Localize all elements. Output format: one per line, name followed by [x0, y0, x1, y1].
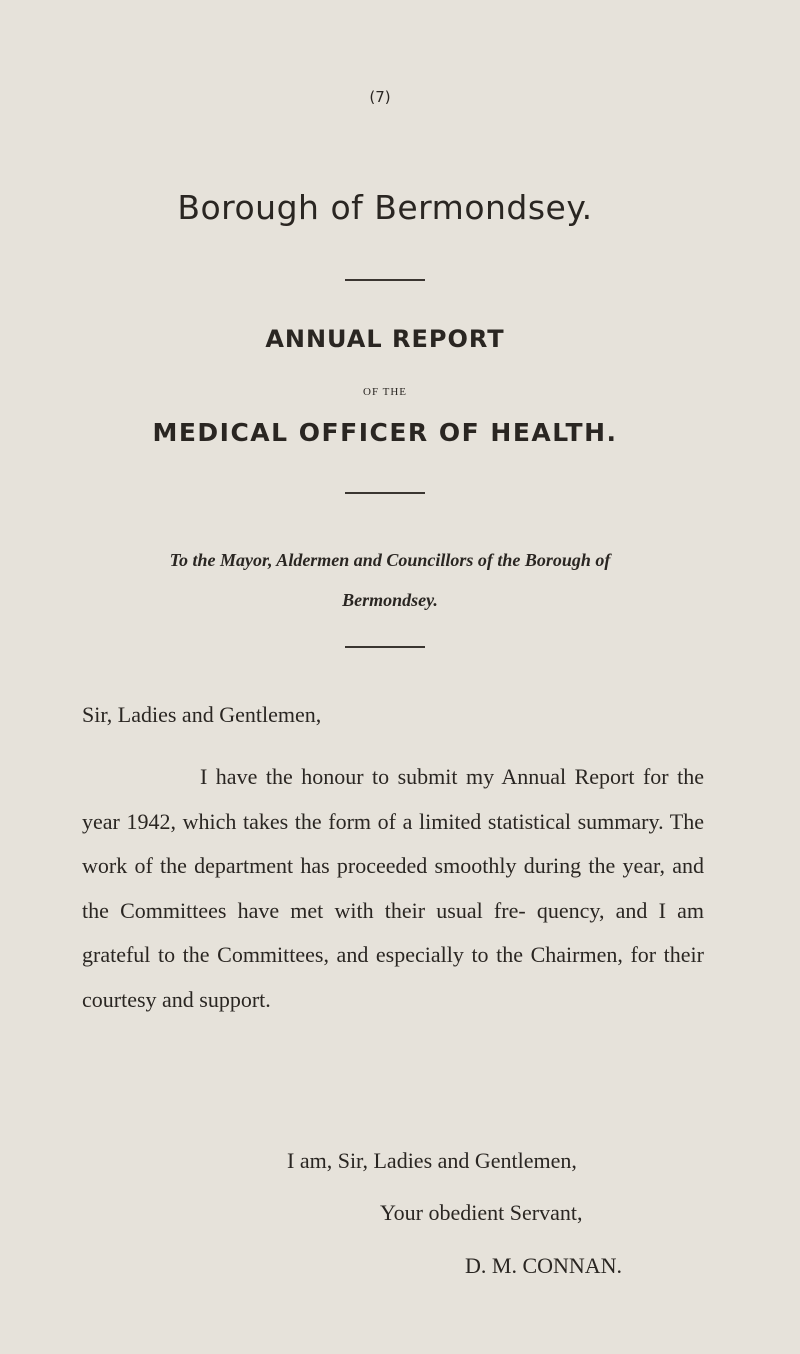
- closing-line-1: I am, Sir, Ladies and Gentlemen,: [287, 1148, 577, 1173]
- signature: D. M. CONNAN.: [465, 1253, 623, 1278]
- borough-heading: Borough of Bermondsey.: [177, 188, 593, 227]
- closing-line-2: Your obedient Servant,: [380, 1200, 583, 1225]
- page-number: (7): [369, 88, 391, 106]
- letter-body: I have the honour to submit my Annual Report for the year 1942, which takes the form of a limited statistical summary. The work of the department has proceeded smoothly during the year, and the Committees have met with their usual fre- quency, and I am grateful to the Committees, and especially to the Chairmen, for their courtesy and support.: [82, 764, 704, 1012]
- report-of-the: OF THE: [363, 386, 407, 398]
- addressee-line-2: Bermondsey.: [342, 590, 438, 610]
- report-title: ANNUAL REPORT: [265, 325, 505, 353]
- divider-rule-1: [345, 279, 425, 281]
- divider-rule-2: [345, 492, 425, 494]
- divider-rule-3: [345, 646, 425, 648]
- report-subtitle: MEDICAL OFFICER OF HEALTH.: [152, 418, 618, 447]
- addressee-line-1: To the Mayor, Aldermen and Councillors of the Borough of: [169, 550, 611, 570]
- salutation: Sir, Ladies and Gentlemen,: [82, 702, 322, 727]
- addressee: [100, 540, 680, 620]
